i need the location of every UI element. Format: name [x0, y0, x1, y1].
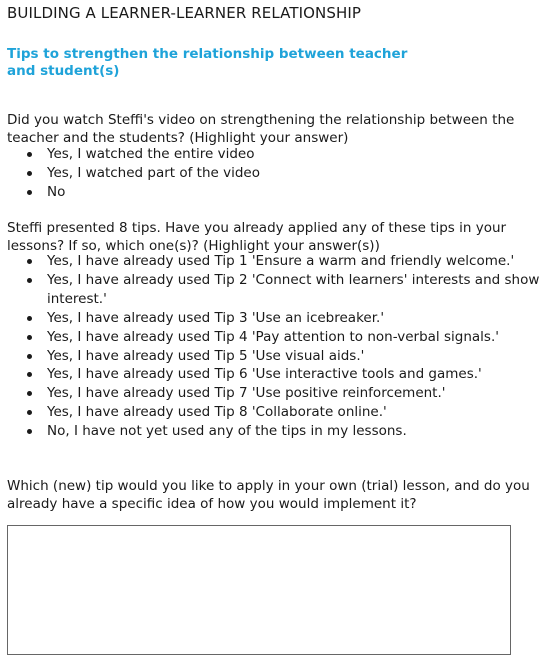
- answer-textbox[interactable]: [7, 525, 511, 655]
- question-new-tip: Which (new) tip would you like to apply in your own (trial) lesson, and do you already have a specific idea of how you would implement it?: [7, 478, 530, 512]
- options-video: [7, 145, 542, 202]
- option-no-tips[interactable]: No, I have not yet used any of the tips in my lessons.: [7, 422, 542, 441]
- option-video-part[interactable]: Yes, I watched part of the video: [7, 164, 542, 183]
- option-tip-7[interactable]: Yes, I have already used Tip 7 'Use positive reinforcement.': [7, 384, 542, 403]
- option-tip-2[interactable]: Yes, I have already used Tip 2 'Connect with learners' interests and show interest.': [7, 271, 542, 309]
- page-title: BUILDING A LEARNER-LEARNER RELATIONSHIP: [7, 4, 361, 22]
- option-video-no[interactable]: No: [7, 183, 542, 202]
- option-tip-5[interactable]: Yes, I have already used Tip 5 'Use visual aids.': [7, 347, 542, 366]
- question-video: Did you watch Steffi's video on strengthening the relationship between the teacher and the students? (Highlight your answer): [7, 112, 515, 146]
- option-video-entire[interactable]: Yes, I watched the entire video: [7, 145, 542, 164]
- option-tip-1[interactable]: Yes, I have already used Tip 1 'Ensure a warm and friendly welcome.': [7, 252, 542, 271]
- question-tips: Steffi presented 8 tips. Have you already applied any of these tips in your lessons? If so, which one(s)? (Highlight your answer(s)): [7, 220, 507, 254]
- options-tips: [7, 252, 542, 441]
- section-subtitle: Tips to strengthen the relationship between teacher and student(s): [7, 46, 408, 79]
- option-tip-3[interactable]: Yes, I have already used Tip 3 'Use an icebreaker.': [7, 309, 542, 328]
- option-tip-6[interactable]: Yes, I have already used Tip 6 'Use interactive tools and games.': [7, 365, 542, 384]
- option-tip-4[interactable]: Yes, I have already used Tip 4 'Pay attention to non-verbal signals.': [7, 328, 542, 347]
- option-tip-8[interactable]: Yes, I have already used Tip 8 'Collaborate online.': [7, 403, 542, 422]
